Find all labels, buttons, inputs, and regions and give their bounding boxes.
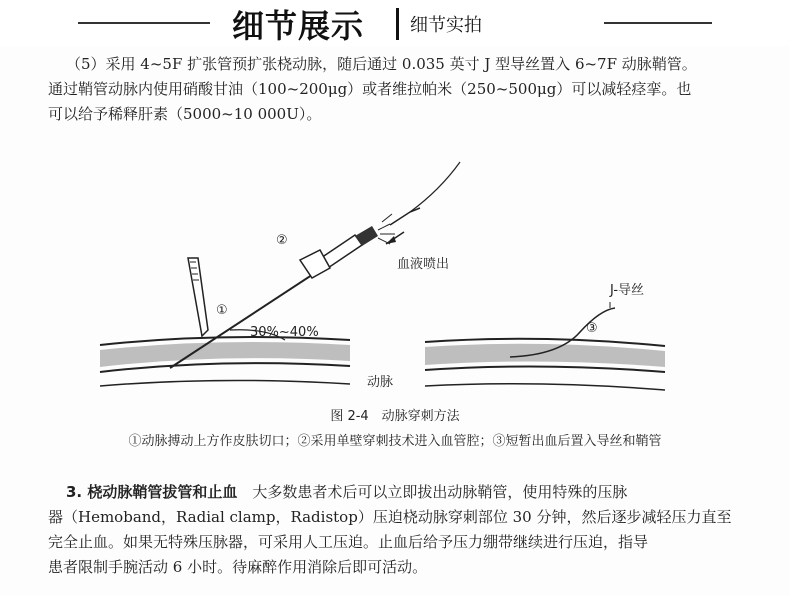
header-subtitle: 细节实拍 <box>410 15 482 36</box>
header-title: 细节展示 <box>232 7 365 45</box>
figure-label-step1: ① <box>216 303 228 318</box>
figure-note: ①动脉搏动上方作皮肤切口；②采用单壁穿刺技术进入血管腔；③短暂出血后置入导丝和鞘管 <box>128 434 662 449</box>
figure-label-angle: 30%~40% <box>250 325 319 340</box>
figure-label-step2: ② <box>276 233 288 248</box>
bleed-through-text <box>60 140 74 160</box>
header-rule-left <box>78 22 210 24</box>
vessel-left <box>100 337 350 386</box>
scalpel-icon <box>188 258 208 336</box>
paragraph-2-text: 大多数患者术后可以立即拔出动脉鞘管，使用特殊的压脉 <box>237 483 628 501</box>
artery-puncture-figure <box>90 150 710 410</box>
paragraph-2-line: 器（Hemoband，Radial clamp，Radistop）压迫桡动脉穿刺部位 30 分钟，然后逐步减轻压力直至 <box>48 508 732 526</box>
vessel-right <box>425 339 665 390</box>
paragraph-2-line <box>48 480 760 505</box>
figure-label-artery: 动脉 <box>367 375 394 390</box>
figure-label-step3: ③ <box>586 321 598 336</box>
section-heading: 3. 桡动脉鞘管拔管和止血 <box>66 483 238 501</box>
header-banner <box>0 0 790 46</box>
paragraph-1 <box>48 52 760 127</box>
figure-label-blood: 血液喷出 <box>397 257 450 272</box>
paragraph-2 <box>48 480 760 580</box>
paragraph-1-line: （5）采用 4~5F 扩张管预扩张桡动脉，随后通过 0.035 英寸 J 型导丝置入 6~7F 动脉鞘管。 <box>66 55 697 73</box>
header-rule-right <box>604 22 712 24</box>
paragraph-2-line: 完全止血。如果无特殊压脉器，可采用人工压迫。止血后给予压力绷带继续进行压迫，指导 <box>48 533 649 551</box>
paragraph-1-line: 通过鞘管动脉内使用硝酸甘油（100~200μg）或者维拉帕米（250~500μg）可以减轻痉挛。也 <box>48 80 692 98</box>
figure-caption: 图 2-4 动脉穿刺方法 <box>330 409 460 424</box>
guidewire-icon <box>386 162 460 244</box>
header-separator <box>396 8 399 40</box>
paragraph-2-line: 患者限制手腕活动 6 小时。待麻醉作用消除后即可活动。 <box>48 558 428 576</box>
paragraph-1-line: 可以给予稀释肝素（5000~10 000U）。 <box>48 105 322 123</box>
figure-label-guidewire: J-导丝 <box>610 283 645 298</box>
